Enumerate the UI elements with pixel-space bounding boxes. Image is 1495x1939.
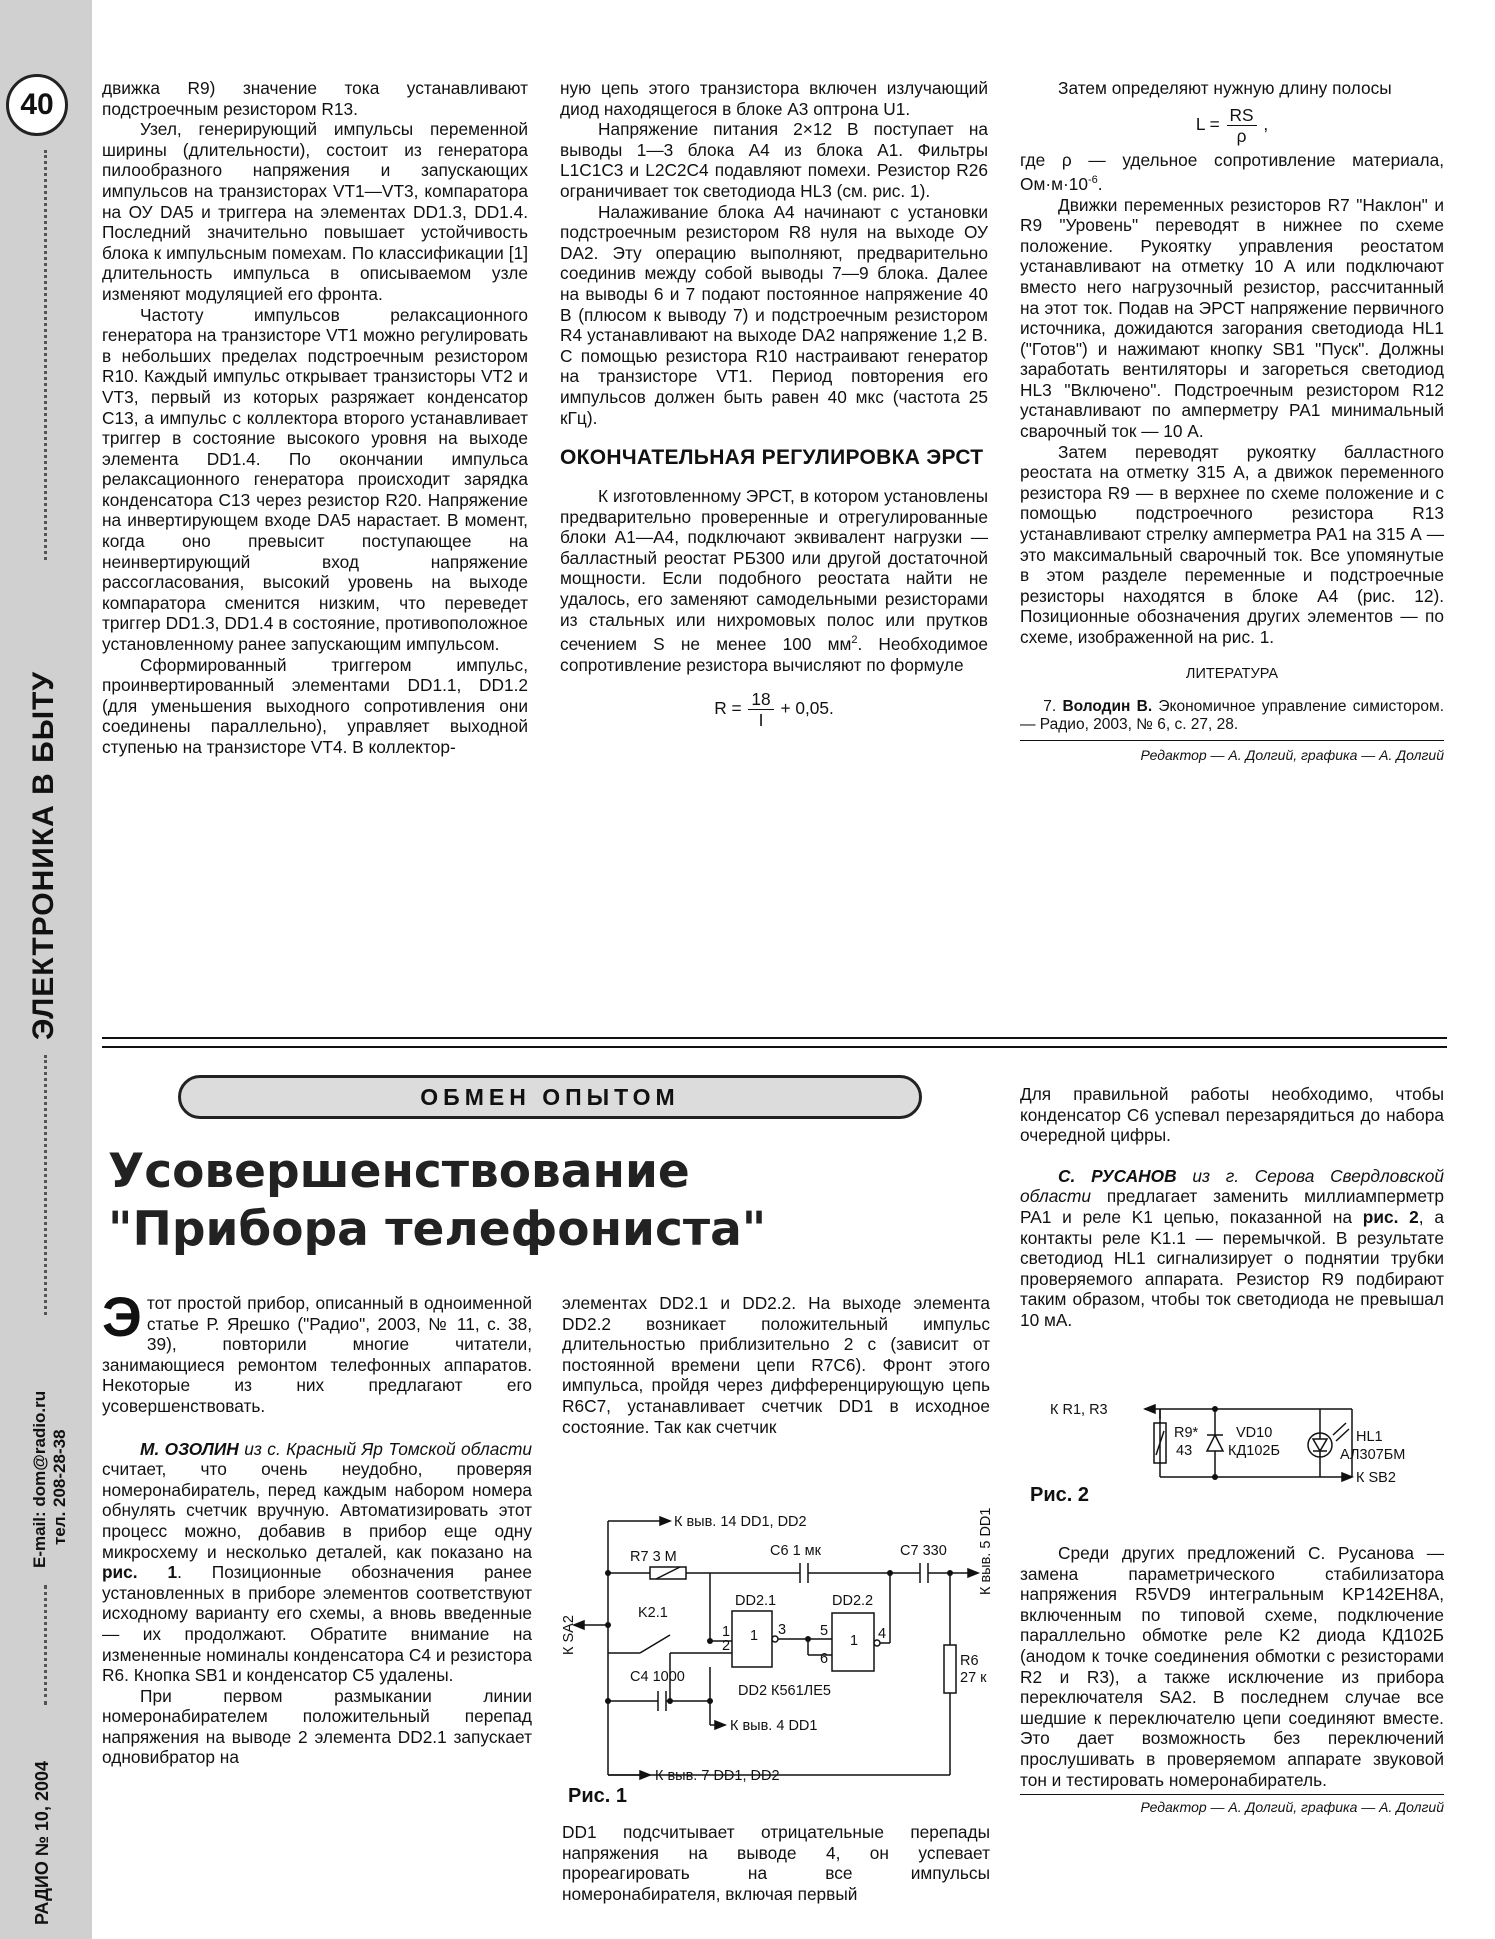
label-hl1: HL1 xyxy=(1356,1429,1383,1445)
paragraph: где ρ — удельное сопротивление материала, $Ом\cdot м\cdot 10^{-6}$. xyxy=(1020,149,1444,194)
paragraph: элементах DD2.1 и DD2.2. На выходе элемента DD2.2 возникает положительный импульс длительностью приблизительно 2 с (зависит от постоянной времени цепи R7C6). Фронт этого импульса, пройдя через дифференцирующую цепь R6C7, устанавливает счетчик DD1 в исходное состояние. Так как счетчик xyxy=(562,1293,990,1437)
gate-1-symbol: 1 xyxy=(750,1628,759,1644)
sidebar xyxy=(0,0,92,1939)
label-r6-value: 27 к xyxy=(960,1670,987,1686)
formula-r: R = $\frac{18}{I}$ + 0,05. xyxy=(714,689,834,731)
label-r6: R6 xyxy=(960,1653,979,1669)
pin-1: 1 xyxy=(722,1624,731,1640)
pin-5: 5 xyxy=(820,1623,829,1639)
label-vd10: VD10 xyxy=(1236,1425,1273,1441)
paragraph: Узел, генерирующий импульсы переменной ширины (длительности), состоит из генератора пилообразного напряжения и запускающих импульсов на транзисторах VT1—VT3, компаратора на ОУ DA5 и триггера на элементах DD1.3, DD1.4. Последний значительно повышает устойчивость блока к импульсным помехам. По классификации [1] длительность импульса в описываемом узле изменяют модуляцией его фронта. xyxy=(102,119,528,304)
separator-rule xyxy=(102,1046,1447,1048)
label-c4: C4 1000 xyxy=(630,1669,685,1685)
label-k21: K2.1 xyxy=(638,1605,668,1621)
label-c6: C6 1 мк xyxy=(770,1543,821,1559)
figure-2-schematic xyxy=(1050,1395,1430,1495)
paragraph: М. ОЗОЛИН из с. Красный Яр Томской области считает, что очень неудобно, проверяя номеронабиратель, перед каждым набором номера обнулять счетчик вручную. Автоматизировать этот процесс можно, добавив в прибор еще одну микросхему и несколько деталей, как показано на рис. 1. Позиционные обозначения ранее установленных в приборе элементов соответствуют исходному варианту его схемы, а вновь введенные — их продолжают. Обратите внимание на измененные номиналы конденсатора C4 и резистора R6. Кнопка SB1 и конденсатор C5 удалены. xyxy=(102,1438,532,1686)
sidebar-email: E-mail: dom@radio.ru xyxy=(30,1390,49,1568)
gate-2-symbol: 1 xyxy=(850,1633,859,1649)
paragraph: движка R9) значение тока устанавливают подстроечным резистором R13. xyxy=(102,78,528,119)
formula-l: L = $\frac{RS}{\rho}$ , xyxy=(1195,104,1269,146)
paragraph: Для правильной работы необходимо, чтобы конденсатор C6 успевал перезарядиться до набора очередной цифры. xyxy=(1020,1084,1444,1146)
paragraph: С. РУСАНОВ из г. Серова Свердловской области предлагает заменить миллиамперметр PA1 и реле K1 цепью, показанной на рис. 2, а контакты реле K1.1 — перемычкой. В результате светодиод HL1 сигнализирует о поднятии трубки проверяемого аппарата. Резистор R9 подбирают таким образом, чтобы ток светодиода не превышал 10 мА. xyxy=(1020,1165,1444,1330)
top-column-1 xyxy=(102,78,528,758)
separator-rule xyxy=(102,1037,1447,1039)
page-number: 40 xyxy=(6,74,68,136)
label-hl1-type: АЛ307БМ xyxy=(1340,1447,1406,1463)
pin-6: 6 xyxy=(820,1651,829,1667)
section-heading: ОКОНЧАТЕЛЬНАЯ РЕГУЛИРОВКА ЭРСТ xyxy=(560,446,984,470)
label-k-sa2: К SA2 xyxy=(561,1615,577,1655)
credit: Редактор — А. Долгий, графика — А. Долгий xyxy=(1140,747,1444,764)
bottom-column-3-continued xyxy=(1020,1543,1444,1818)
bottom-column-2-continued xyxy=(562,1822,990,1904)
label-dd21: DD2.1 xyxy=(735,1593,777,1609)
paragraph: Частоту импульсов релаксационного генератора на транзисторе VT1 можно регулировать в небольших пределах подстроечным резистором R10. Каждый импульс открывает транзисторы VT2 и VT3, первый из которых разряжает конденсатор C13, а импульс с коллектора второго устанавливает триггер в состояние высокого уровня на выходе элемента DD1.4. По окончании импульса релаксационного генератора происходит зарядка конденсатора C13 через резистор R20. Напряжение на инвертирующем входе DA5 нарастает. В момент, когда оно превысит поступающее на неинвертирующий вход напряжение рассогласования, высокий уровень на выходе компаратора сменится низким, что переведет триггер DD1.3, DD1.4 в состояние, противоположное установленному ранее запускающим импульсом. xyxy=(102,304,528,655)
pin-2: 2 xyxy=(722,1638,731,1654)
paragraph: Затем определяют нужную длину полосы xyxy=(1058,78,1392,98)
label-r9: R9* xyxy=(1174,1425,1199,1441)
sidebar-dots-low xyxy=(44,1585,47,1705)
paragraph: К изготовленному ЭРСТ, в котором установлены предварительно проверенные и отрегулированные блоки A1—A4, подключают эквивалент нагрузки — балластный реостат РБ300 или другой достаточной мощности. Если подобного реостата найти не удалось, его заменяют самодельными резисторами из стальных или нихромовых полос или прутков сечением S не менее 100 $мм^2$. Необходимое сопротивление резистора вычисляют по формуле xyxy=(560,486,988,675)
credit: Редактор — А. Долгий, графика — А. Долгий xyxy=(1140,1799,1444,1816)
figure-1-schematic xyxy=(560,1495,1000,1795)
paragraph: Напряжение питания 2×12 В поступает на выводы 1—3 блока A4 из блока A1. Фильтры L1C1C3 и L2C2C4 подавляют помехи. Резистор R26 ограничивает ток светодиода HL3 (см. рис. 1). xyxy=(560,119,988,201)
label-k-sb2: К SB2 xyxy=(1356,1470,1396,1486)
paragraph: Этот простой прибор, описанный в одноименной статье Р. Ярешко ("Радио", 2003, № 11, с. 38, 39), повторили многие читатели, занимающиеся ремонтом телефонных аппаратов. Некоторые из них предлагают его усовершенствовать. xyxy=(102,1285,532,1416)
article-title: Усовершенствование "Прибора телефониста" xyxy=(108,1144,767,1257)
paragraph: DD1 подсчитывает отрицательные перепады напряжения на выводе 4, он успевает прореагировать на все импульсы номеронабирателя, включая первый xyxy=(562,1822,990,1904)
issue-label: РАДИО № 10, 2004 xyxy=(32,1761,52,1925)
paragraph: Затем переводят рукоятку балластного реостата на отметку 315 А, а движок переменного резистора R9 — в верхнее по схеме положение и с помощью подстроечного резистора R13 устанавливают стрелку амперметра PA1 на 315 А — это максимальный сварочный ток. Все упомянутые в этом разделе переменные и подстроечные резисторы находятся в блоке A4 (рис. 12). Позиционные обозначения других элементов — по схеме, изображенной на рис. 1. xyxy=(1020,441,1444,648)
paragraph: Движки переменных резисторов R7 "Наклон" и R9 "Уровень" переводят в нижнее по схеме положение. Рукоятку управления реостатом устанавливают на отметку 10 А или подключают вместо него нагрузочный резистор, рассчитанный на этот ток. Подав на ЭРСТ напряжение первичного источника, дожидаются загорания светодиода HL1 ("Готов") и нажимают кнопку SB1 "Пуск". Должны заработать вентиляторы и загореться светодиод HL3 "Включено". Подстроечным резистором R12 устанавливают по амперметру PA1 минимальный сварочный ток — 10 А. xyxy=(1020,194,1444,442)
label-k-vyv-14: К выв. 14 DD1, DD2 xyxy=(674,1514,807,1530)
paragraph: Налаживание блока A4 начинают с установки подстроечным резистором R8 нуля на выходе ОУ DA2. Эту операцию выполняют, предварительно соединив между собой выводы 7—9 блока. Далее на выводы 6 и 7 подают постоянное напряжение 40 В (плюсом к выводу 7) и подстроечным резистором R4 устанавливают на выходе DA2 напряжение 1,2 В. С помощью резистора R10 настраивают генератор на транзисторе VT1. Период повторения его импульсов должен быть равен 40 мкс (частота 25 кГц). xyxy=(560,201,988,428)
label-r7: R7 3 М xyxy=(630,1549,677,1565)
pin-4: 4 xyxy=(878,1626,887,1642)
section-title: ЭЛЕКТРОНИКА В БЫТУ xyxy=(27,670,60,1040)
label-k-vyv-4: К выв. 4 DD1 xyxy=(730,1718,818,1734)
drop-cap: Э xyxy=(102,1285,142,1348)
bottom-column-1 xyxy=(102,1285,532,1768)
sidebar-dots-top xyxy=(44,150,47,560)
label-k-r1-r3: К R1, R3 xyxy=(1050,1402,1108,1418)
bottom-column-3 xyxy=(1020,1084,1444,1331)
label-r9-value: 43 xyxy=(1176,1443,1193,1459)
label-vd10-type: КД102Б xyxy=(1228,1443,1280,1459)
label-k-vyv-5: К выв. 5 DD1 xyxy=(978,1507,994,1595)
figure-2-caption: Рис. 2 xyxy=(1030,1484,1089,1506)
sidebar-phone: тел. 208-28-38 xyxy=(50,1429,69,1545)
top-column-3 xyxy=(1020,78,1444,766)
paragraph: ную цепь этого транзистора включен излучающий диод находящегося в блоке A3 оптрона U1. xyxy=(560,78,988,119)
label-k-vyv-7: К выв. 7 DD1, DD2 xyxy=(655,1768,780,1784)
label-dd22: DD2.2 xyxy=(832,1593,874,1609)
paragraph: При первом размыкании линии номеронабирателем положительный перепад напряжения на выводе 2 элемента DD2.1 запускает одновибратор на xyxy=(102,1685,532,1768)
rubric-banner: ОБМЕН ОПЫТОМ xyxy=(178,1075,922,1119)
figure-1-caption: Рис. 1 xyxy=(568,1785,627,1807)
references-heading: ЛИТЕРАТУРА xyxy=(1185,665,1279,682)
label-chip: DD2 К561ЛЕ5 xyxy=(738,1683,831,1699)
sidebar-dots-mid xyxy=(44,1055,47,1315)
bottom-column-2 xyxy=(562,1293,990,1437)
paragraph: Сформированный триггером импульс, проинвертированный элементами DD1.1, DD1.2 (для уменьшения выходного сопротивления они соединены параллельно), управляет выходной ступенью на транзисторе VT4. В коллектор- xyxy=(102,654,528,757)
pin-3: 3 xyxy=(778,1622,787,1638)
reference-item: 7. Володин В. Экономичное управление симистором. — Радио, 2003, № 6, с. 27, 28. xyxy=(1020,698,1445,734)
paragraph: Среди других предложений С. Русанова — замена параметрического стабилизатора напряжения R5VD9 интегральным KP142EH8A, включенным по типовой схеме, подключение параллельно обмотке реле K2 диода КД102Б (анодом к точке соединения обмотки с резисторами R2 и R3), а также исключение из прибора переключателя SA2. В последнем случае все шедшие к переключателю цепи соединяют вместе. Это дает возможность без переключений прослушивать в проверяемом аппарате звуковой тон и тестировать номеронабиратель. xyxy=(1020,1543,1444,1790)
label-c7: C7 330 xyxy=(900,1543,947,1559)
top-column-2 xyxy=(560,78,988,740)
